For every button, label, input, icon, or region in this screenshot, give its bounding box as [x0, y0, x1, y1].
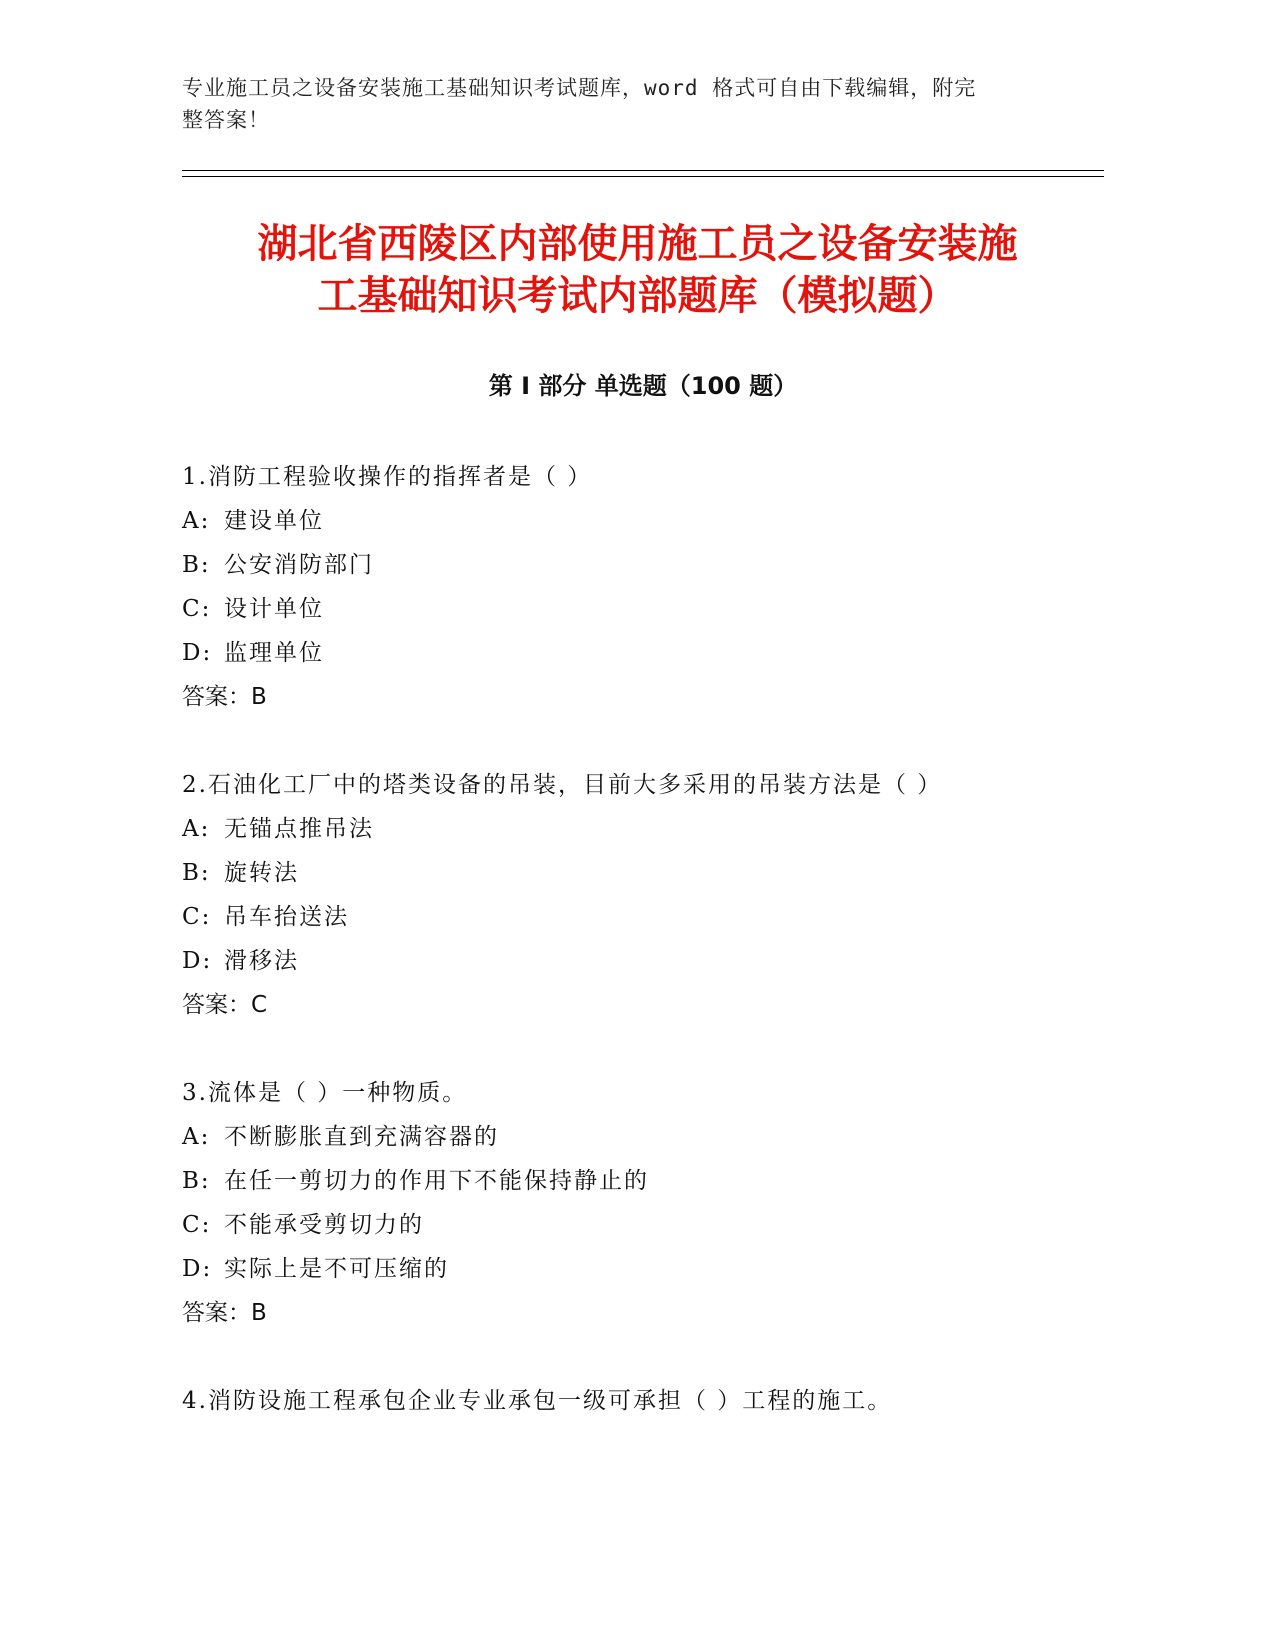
question-answer: 答案：B [182, 684, 267, 710]
document-title-line-1: 湖北省西陵区内部使用施工员之设备安装施 [257, 221, 1018, 267]
option-text: 公安消防部门 [224, 552, 374, 578]
question-stem: 4.消防设施工程承包企业专业承包一级可承担（ ）工程的施工。 [182, 1388, 893, 1414]
question-item [182, 1071, 1104, 1335]
question-item [182, 1379, 1104, 1423]
option-key: C: [182, 1212, 212, 1238]
option-text: 旋转法 [224, 860, 299, 886]
question-answer: 答案：C [182, 992, 268, 1018]
question-option [182, 1159, 1104, 1203]
option-key: D: [182, 1256, 213, 1282]
option-text: 不能承受剪切力的 [224, 1212, 424, 1238]
question-option [182, 807, 1104, 851]
header-note [182, 72, 1062, 136]
option-key: D: [182, 640, 213, 666]
question-item [182, 763, 1104, 1027]
question-option [182, 1203, 1104, 1247]
option-text: 不断膨胀直到充满容器的 [224, 1124, 499, 1150]
header-note-line-2: 整答案！ [182, 108, 270, 132]
option-text: 在任一剪切力的作用下不能保持静止的 [224, 1168, 649, 1194]
header-note-line-1: 专业施工员之设备安装施工基础知识考试题库，word 格式可自由下载编辑，附完 [182, 76, 977, 100]
question-option [182, 1247, 1104, 1291]
option-text: 滑移法 [224, 948, 299, 974]
header-divider-bottom [182, 176, 1104, 177]
question-option [182, 851, 1104, 895]
option-text: 实际上是不可压缩的 [224, 1256, 449, 1282]
question-item [182, 455, 1104, 719]
question-option [182, 939, 1104, 983]
option-text: 建设单位 [224, 508, 324, 534]
question-option [182, 543, 1104, 587]
option-text: 监理单位 [224, 640, 324, 666]
option-key: D: [182, 948, 213, 974]
header-divider-top [182, 170, 1104, 171]
option-key: A: [182, 1124, 211, 1150]
question-option [182, 895, 1104, 939]
question-answer: 答案：B [182, 1300, 267, 1326]
option-key: B: [182, 860, 211, 886]
option-key: B: [182, 1168, 211, 1194]
option-key: B: [182, 552, 211, 578]
question-option [182, 587, 1104, 631]
question-stem: 1.消防工程验收操作的指挥者是（ ） [182, 464, 593, 490]
question-stem: 3.流体是（ ）一种物质。 [182, 1080, 468, 1106]
question-option [182, 631, 1104, 675]
option-text: 吊车抬送法 [224, 904, 349, 930]
option-key: C: [182, 904, 212, 930]
section-heading: 第 I 部分 单选题（100 题） [488, 372, 798, 400]
document-title [160, 218, 1115, 322]
option-key: A: [182, 816, 211, 842]
question-stem: 2.石油化工厂中的塔类设备的吊装，目前大多采用的吊装方法是（ ） [182, 772, 943, 798]
question-list [182, 455, 1104, 1467]
option-key: A: [182, 508, 211, 534]
document-title-line-2: 工基础知识考试内部题库（模拟题） [317, 273, 958, 319]
option-key: C: [182, 596, 212, 622]
option-text: 设计单位 [224, 596, 324, 622]
question-option [182, 1115, 1104, 1159]
question-option [182, 499, 1104, 543]
option-text: 无锚点推吊法 [224, 816, 374, 842]
